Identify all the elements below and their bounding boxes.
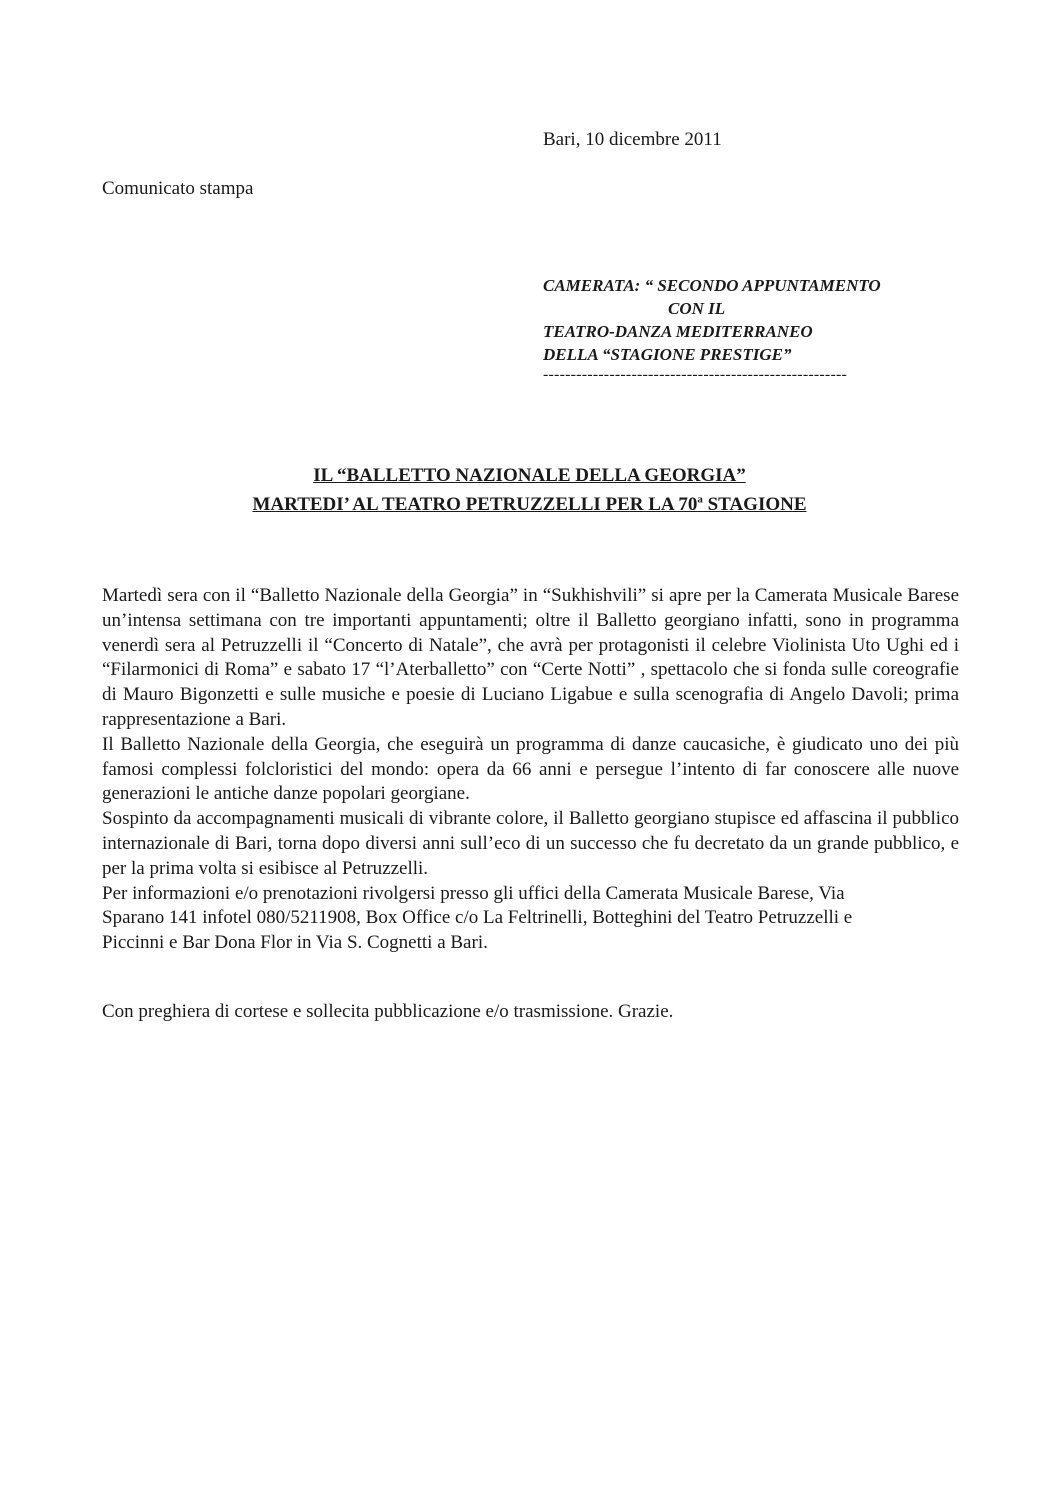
side-heading-line: TEATRO-DANZA MEDITERRANEO [543,322,813,341]
paragraph: Martedì sera con il “Balletto Nazionale della Georgia” in “Sukhishvili” si apre per la Camerata Musicale Barese un’intensa settimana con tre importanti appuntamenti; oltre il Balletto georgiano infatti, sono in programma venerdì sera al Petruzzelli il “Concerto di Natale”, che avrà per protagonisti il celebre Violinista Uto Ughi ed i “Filarmonici di Roma” e sabato 17 “l’Aterballetto” con “Certe Notti” , spettacolo che si fonda sulle coreografie di Mauro Bigonzetti e sulle musiche e poesie di Luciano Ligabue e sulla scenografia di Angelo Davoli; prima rappresentazione a Bari. [102,585,959,730]
page-title [102,463,957,517]
side-heading [543,274,881,366]
closing-note: Con preghiera di cortese e sollecita pubblicazione e/o trasmissione. Grazie. [102,1001,674,1022]
side-heading-line: CAMERATA: “ SECONDO APPUNTAMENTO [543,276,881,295]
document-type-label: Comunicato stampa [102,178,254,199]
contact-line: Sparano 141 infotel 080/5211908, Box Office c/o La Feltrinelli, Botteghini del Teatro Petruzzelli e [102,907,853,929]
ordinal-superscript: a [697,494,703,506]
contact-paragraph [102,882,959,956]
title-line-1: IL “BALLETTO NAZIONALE DELLA GEORGIA” [313,465,746,486]
paragraph: Sospinto da accompagnamenti musicali di vibrante colore, il Balletto georgiano stupisce ed affascina il pubblico internazionale di Bari, torna dopo diversi anni sull’eco di un successo che fu decretato da un grande pubblico, e per la prima volta si esibisce al Petruzzelli. [102,808,959,879]
contact-line: Per informazioni e/o prenotazioni rivolgersi presso gli uffici della Camerata Musicale Barese, Via [102,882,845,904]
paragraph: Il Balletto Nazionale della Georgia, che eseguirà un programma di danze caucasiche, è giudicato uno dei più famosi complessi folcloristici del mondo: opera da 66 anni e persegue l’intento di far conoscere alle nuove generazioni le antiche danze popolari georgiane. [102,733,959,805]
press-release-date: Bari, 10 dicembre 2011 [543,129,722,150]
side-heading-line: DELLA “STAGIONE PRESTIGE” [543,345,792,364]
dashed-divider: ------------------------------------------------------- [543,366,848,383]
side-heading-line: CON IL [668,299,726,318]
body-text [102,584,959,956]
title-line-2: MARTEDI’ AL TEATRO PETRUZZELLI PER LA 70$^a$ STAGIONE [252,494,807,516]
contact-line: Piccinni e Bar Dona Flor in Via S. Cognetti a Bari. [102,932,488,954]
